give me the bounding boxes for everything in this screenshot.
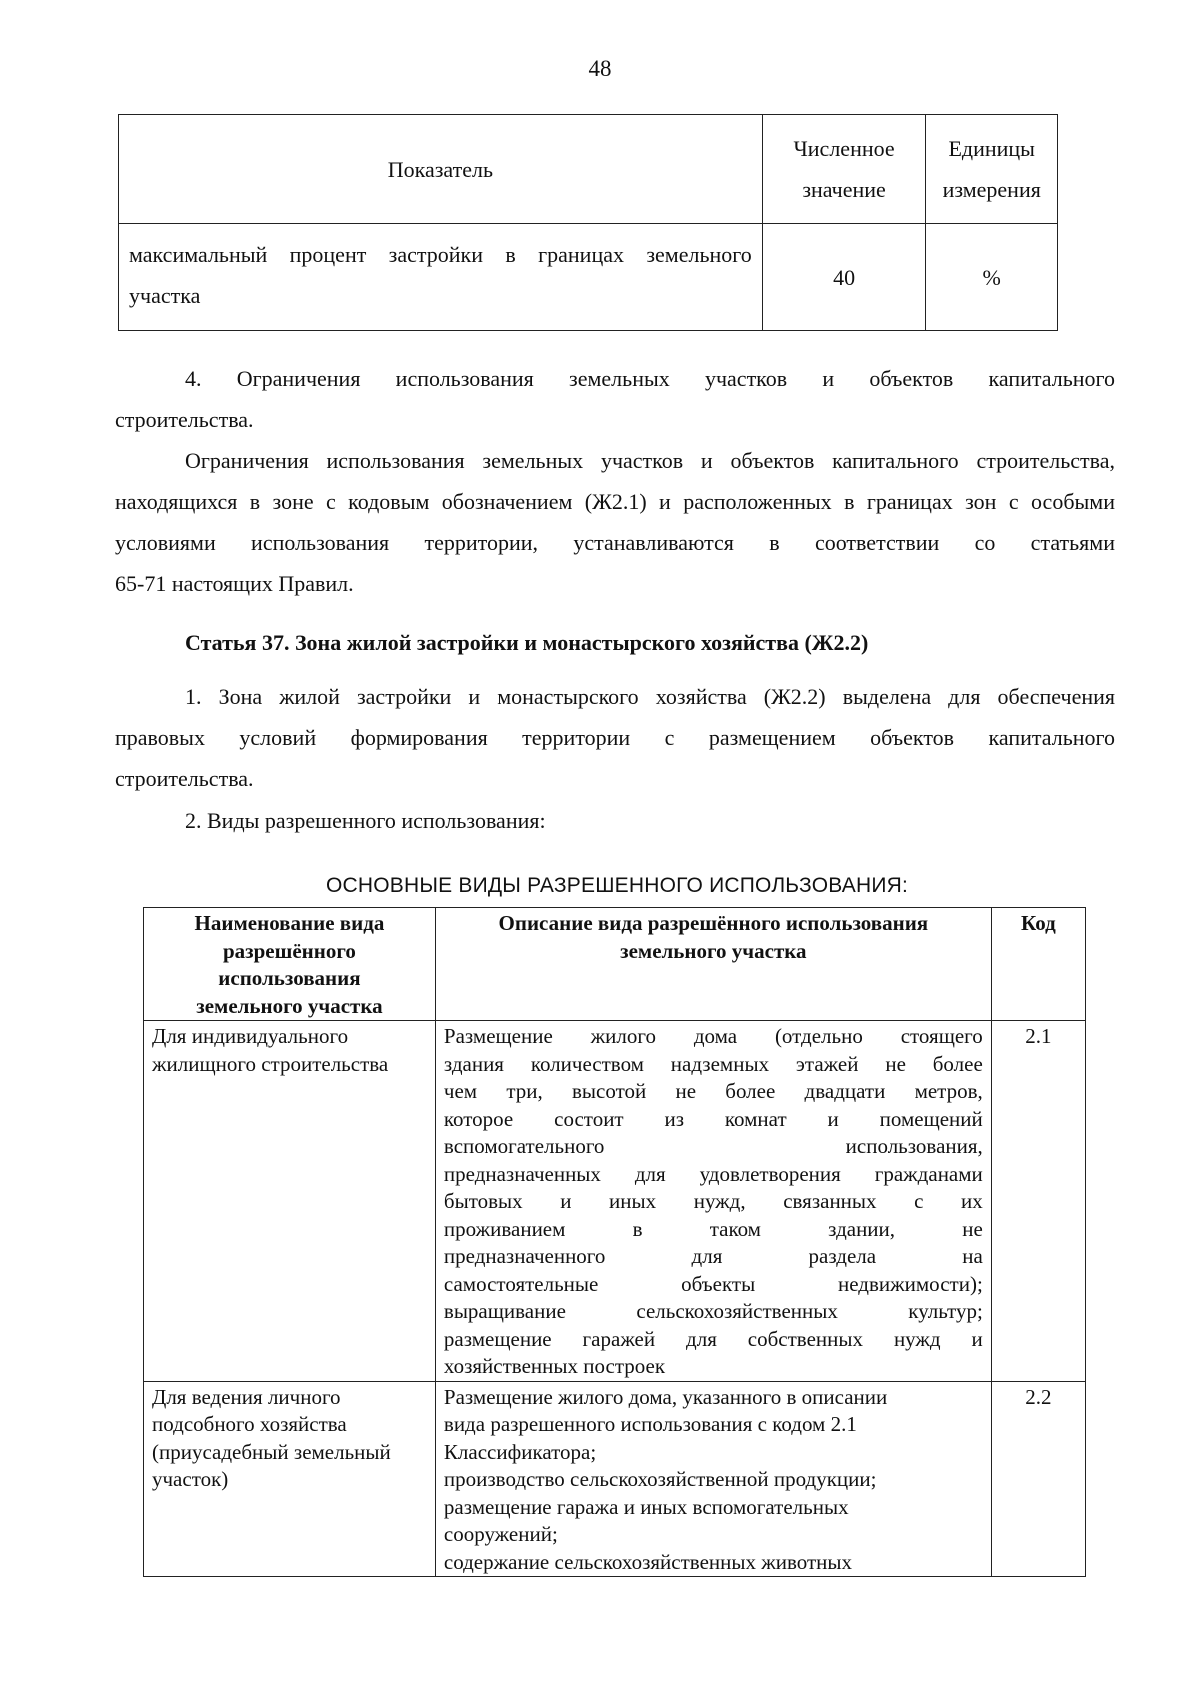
description-line: Классификатора; [443, 1439, 597, 1464]
name-line: участок) [152, 1467, 229, 1491]
name-line: (приусадебный земельный [152, 1439, 391, 1464]
header-indicator: Показатель [119, 115, 763, 224]
header-value-line1: Численное [793, 136, 895, 161]
description-line: которое состоит из комнат и помещений [443, 1106, 983, 1131]
header-name-line2: разрешённого [223, 938, 356, 963]
description-line: здания количеством надземных этажей не более [443, 1051, 983, 1076]
header-description-line2: земельного участка [620, 938, 807, 963]
article37-p1-line2: правовых условий формирования территории с размещением объектов капитального [115, 725, 1115, 750]
header-name-line4: земельного участка [196, 993, 383, 1018]
header-unit-line1: Единицы [948, 136, 1035, 161]
use-name-cell [144, 1381, 436, 1577]
description-line: сооружений; [443, 1522, 558, 1546]
page-number: 48 [588, 56, 612, 81]
description-line: производство сельскохозяйственной продукции; [443, 1467, 877, 1491]
table-row [144, 1381, 1086, 1577]
use-name-cell [144, 1021, 436, 1382]
description-line: вида разрешенного использования с кодом 2.1 [443, 1412, 857, 1436]
description-line: чем три, высотой не более двадцати метров, [443, 1079, 983, 1103]
header-code: Код [991, 908, 1085, 1021]
restrictions-line1: Ограничения использования земельных участков и объектов капитального строительства, [185, 448, 1115, 473]
header-name-line3: использования [218, 966, 361, 990]
description-line: предназначенного для раздела на [443, 1244, 983, 1268]
value-cell: 40 [762, 224, 926, 331]
header-value [762, 115, 926, 224]
table-header-row [119, 115, 1058, 224]
description-line: хозяйственных построек [443, 1354, 666, 1378]
description-line: Размещение жилого дома (отдельно стоящего [443, 1024, 983, 1048]
name-line: Для ведения личного [152, 1384, 341, 1409]
table-row [119, 224, 1058, 331]
unit-cell: % [926, 224, 1058, 331]
description-line: размещение гаражей для собственных нужд и [443, 1326, 983, 1351]
header-unit-line2: измерения [942, 177, 1041, 202]
section4-line1: 4. Ограничения использования земельных участков и объектов капитального [185, 366, 1115, 391]
use-description-cell [435, 1381, 991, 1577]
header-name [144, 908, 436, 1021]
table-header-row [144, 908, 1086, 1021]
description-line: бытовых и иных нужд, связанных с их [443, 1189, 983, 1213]
header-description [435, 908, 991, 1021]
header-value-line2: значение [802, 177, 886, 202]
table-caption: ОСНОВНЫЕ ВИДЫ РАЗРЕШЕННОГО ИСПОЛЬЗОВАНИЯ: [325, 874, 909, 897]
description-line: предназначенных для удовлетворения гражданами [443, 1161, 983, 1186]
article37-paragraph2 [115, 800, 1115, 841]
description-line: выращивание сельскохозяйственных культур; [443, 1299, 983, 1323]
table-row [144, 1021, 1086, 1382]
header-description-line1: Описание вида разрешённого использования [498, 911, 929, 935]
restrictions-line3: условиями использования территории, устанавливаются в соответствии со статьями [115, 530, 1115, 555]
section4-line2: строительства. [115, 407, 254, 432]
article-heading: Статья 37. Зона жилой застройки и монастырского хозяйства (Ж2.2) [185, 630, 869, 655]
use-description-cell [435, 1021, 991, 1382]
name-line: подсобного хозяйства [152, 1412, 347, 1436]
permitted-uses-table [143, 907, 1086, 1577]
article37-p2: 2. Виды разрешенного использования: [185, 808, 546, 833]
restrictions-line2: находящихся в зоне с кодовым обозначением (Ж2.1) и расположенных в границах зон с особыми [115, 489, 1115, 514]
description-line: содержание сельскохозяйственных животных [443, 1549, 853, 1574]
article37-p1-line3: строительства. [115, 766, 254, 791]
indicator-table [118, 114, 1058, 331]
use-code-cell: 2.1 [991, 1021, 1085, 1382]
description-line: размещение гаража и иных вспомогательных [443, 1494, 849, 1519]
restrictions-line4: 65-71 настоящих Правил. [115, 571, 354, 596]
article37-p1-line1: 1. Зона жилой застройки и монастырского хозяйства (Ж2.2) выделена для обеспечения [185, 684, 1115, 709]
name-line: Для индивидуального [152, 1024, 349, 1048]
description-line: самостоятельные объекты недвижимости); [443, 1271, 983, 1296]
description-line: Размещение жилого дома, указанного в описании [443, 1384, 888, 1409]
name-line: жилищного строительства [152, 1051, 389, 1076]
indicator-line2: участка [129, 283, 201, 308]
use-code-cell: 2.2 [991, 1381, 1085, 1577]
article37-paragraph1 [115, 676, 1115, 799]
indicator-line1: максимальный процент застройки в границах земельного [129, 242, 752, 267]
header-name-line1: Наименование вида [194, 911, 385, 935]
indicator-cell [119, 224, 763, 331]
description-line: вспомогательного использования, [443, 1134, 983, 1158]
description-line: проживанием в таком здании, не [443, 1216, 983, 1241]
restrictions-paragraph [115, 440, 1115, 604]
section4-paragraph [115, 358, 1115, 440]
header-unit [926, 115, 1058, 224]
